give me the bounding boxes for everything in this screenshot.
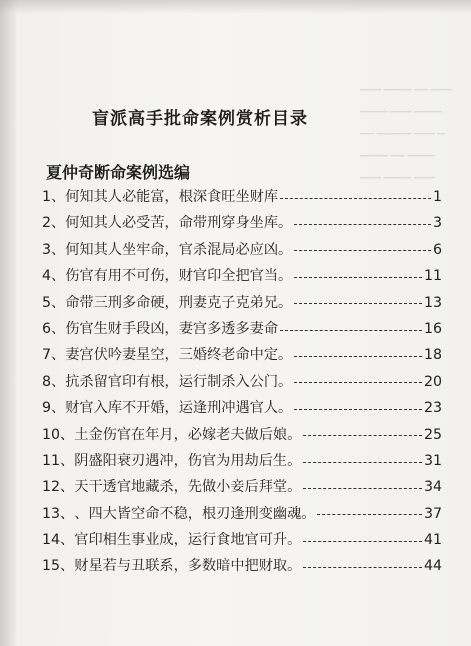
entry-title: 命带三刑多命硬，刑妻克子克弟兄。 [65,294,293,311]
dot-leader [294,277,422,278]
toc-entry[interactable] [42,263,442,289]
toc-entry[interactable] [42,527,442,553]
entry-title: 伤官有用不可伤，财官印全把官当。 [65,268,293,285]
entry-page-number: 16 [423,320,442,337]
dot-leader [280,198,431,199]
dot-leader [303,462,422,463]
entry-number: 4、 [42,268,66,285]
entry-title: 官印相生事业成，运行食地官可升。 [74,532,302,549]
dot-leader [294,409,422,410]
entry-title: 何知其人必受苦，命带刑穿身坐库。 [65,215,293,232]
entry-number: 15、 [42,558,75,575]
entry-page-number: 25 [423,426,442,443]
entry-page-number: 18 [423,347,442,364]
dot-leader [294,356,422,357]
dot-leader [294,303,422,304]
dot-leader [294,382,422,383]
entry-number: 11、 [42,452,75,469]
page-title: 盲派高手批命案例赏析目录 [92,109,308,129]
entry-page-number: 34 [423,479,442,496]
entry-number: 8、 [42,373,66,390]
toc-entry[interactable] [42,316,442,342]
toc-entry[interactable] [42,474,442,500]
entry-number: 12、 [42,479,75,496]
entry-title: 抗杀留官印有根，运行制杀入公门。 [65,373,293,390]
toc-entry[interactable] [42,290,442,316]
entry-page-number: 3 [432,215,442,232]
entry-number: 6、 [42,320,66,337]
entry-number: 14、 [42,532,75,549]
entry-number: 2、 [42,215,66,232]
toc-entry[interactable] [42,184,442,210]
entry-title: 妻宫伏吟妻星空，三婚终老命中定。 [65,347,293,364]
entry-page-number: 6 [432,241,442,258]
toc-entry[interactable] [42,237,442,263]
entry-page-number: 31 [423,452,442,469]
entry-number: 13、 [42,505,75,522]
entry-title: 、四大皆空命不稳，根刃逢刑变幽魂。 [74,505,316,522]
entry-page-number: 41 [423,532,442,549]
entry-title: 伤官生财手段凶，妻宫多透多妻命 [65,320,279,337]
entry-title: 何知其人必能富，根深食旺坐财库 [65,189,279,205]
entry-page-number: 13 [423,294,442,311]
entry-number: 5、 [42,294,66,311]
toc-entry[interactable] [42,395,442,421]
page-edge-shadow [0,0,18,646]
toc-entry[interactable] [42,448,442,474]
page-top-shadow [0,0,471,14]
bleed-through-texture: ▁▁▁ ▁▁▁▁ ▁▁ ▁▁▁ ▁▁▁▁ ▁▁▁ ▁▁▁▁ ▁▁ ▁▁▁▁▁ ▁▁▁ ▁ ▁▁▁▁ ▁▁ ▁▁▁▁ ▁▁▁ ▁▁▁▁ ▁▁▁ [360,81,452,179]
toc-entry[interactable] [42,369,442,395]
entry-number: 3、 [42,241,66,258]
toc-entry[interactable] [42,501,442,527]
entry-title: 天干透官地藏杀，先做小妾后拜堂。 [74,479,302,496]
entry-title: 何知其人坐牢命，官杀混局必应凶。 [65,241,293,258]
entry-number: 9、 [42,400,66,417]
dot-leader [303,541,422,542]
entry-page-number: 37 [423,505,442,522]
entry-page-number: 44 [423,558,442,575]
dot-leader [303,567,422,568]
dot-leader [303,435,422,436]
entry-number: 10、 [42,426,75,443]
toc-entry[interactable] [42,210,442,236]
entry-number: 7、 [42,347,66,364]
entry-title: 财星若与丑联系，多数暗中把财取。 [74,558,302,575]
entry-page-number: 20 [423,373,442,390]
toc-entry[interactable] [42,553,442,579]
toc-entry[interactable] [42,422,442,448]
dot-leader [294,250,431,251]
table-of-contents [42,184,442,580]
dot-leader [294,224,431,225]
entry-title: 财官入库不开婚，运逢刑冲遇官人。 [65,400,293,417]
entry-title: 阴盛阳衰刃遇冲，伤官为用劫后生。 [74,452,302,469]
dot-leader [303,488,422,489]
entry-page-number: 23 [423,400,442,417]
entry-title: 土金伤官在年月，必嫁老夫做后娘。 [74,426,302,443]
toc-entry[interactable] [42,342,442,368]
entry-page-number: 1 [432,189,442,205]
section-heading: 夏仲奇断命案例选编 [46,163,191,182]
entry-number: 1、 [42,189,66,205]
dot-leader [317,514,421,515]
dot-leader [280,330,422,331]
entry-page-number: 11 [423,268,442,285]
